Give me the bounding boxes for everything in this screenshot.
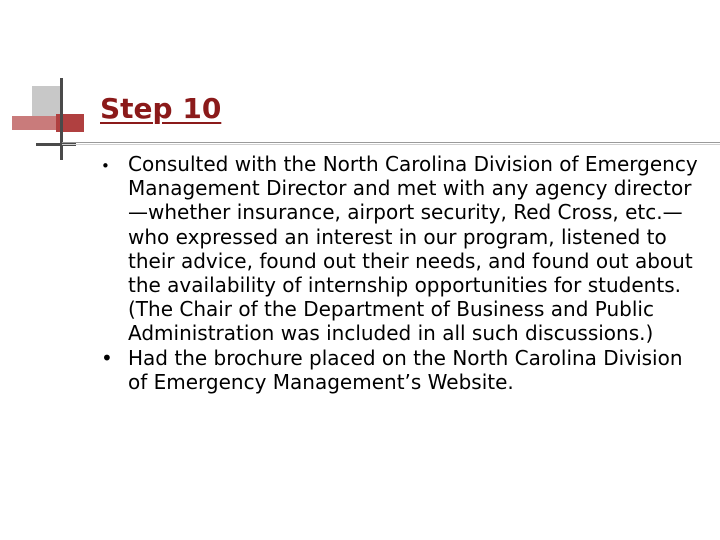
- bullet-item: [100, 152, 700, 346]
- slide-title: Step 10: [100, 92, 222, 125]
- bullet-item: [100, 346, 700, 394]
- title-divider-shadow: [62, 144, 720, 145]
- bullet-marker: •: [101, 157, 110, 175]
- corner-decoration-vertical-line: [60, 78, 63, 160]
- bullet-marker: •: [101, 345, 113, 370]
- title-divider-line: [62, 142, 720, 143]
- bullet-list: [100, 152, 700, 394]
- corner-decoration-red-block: [12, 116, 56, 130]
- corner-decoration-gray-block: [32, 86, 62, 116]
- bullet-text: Consulted with the North Carolina Division of Emergency Management Director and met with any agency director—whether insurance, airport security, Red Cross, etc.—who expressed an interest in our program, listened to their advice, found out their needs, and found out about the availability of internship opportunities for students. (The Chair of the Department of Business and Public Administration was included in all such discussions.): [128, 152, 698, 346]
- bullet-text: Had the brochure placed on the North Carolina Division of Emergency Management’s Website.: [128, 345, 683, 394]
